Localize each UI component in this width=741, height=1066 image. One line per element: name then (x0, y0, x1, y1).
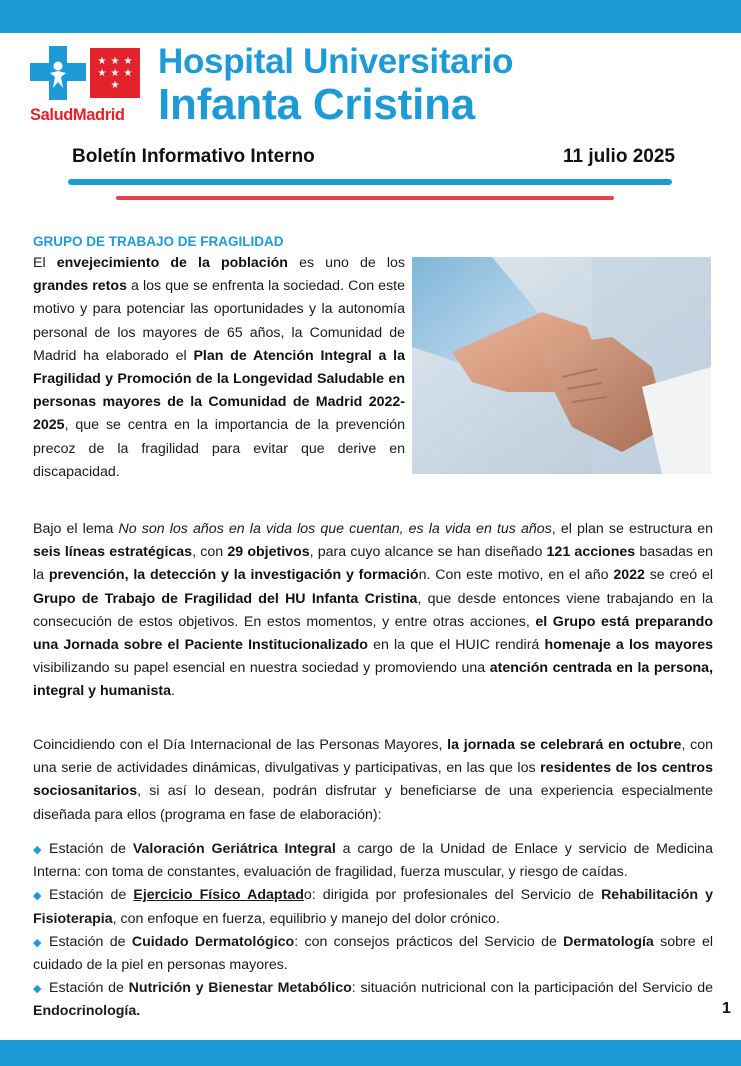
text-run: , que se centra en la importancia de la prevención precoz de la fragilidad para evitar que derive en discapacidad. (33, 417, 405, 480)
diamond-bullet-icon: ◆ (33, 843, 42, 856)
madrid-flag-icon: ★ ★ ★ ★ ★ ★ ★ (90, 48, 140, 98)
bottom-banner (0, 1040, 741, 1066)
text-run: se creó el (644, 567, 713, 584)
text-run: Endocrinología. (33, 1003, 141, 1020)
section-title: GRUPO DE TRABAJO DE FRAGILIDAD (33, 234, 284, 249)
text-run: envejecimiento de la población (56, 255, 288, 271)
list-item-text (33, 887, 713, 926)
list-item (33, 977, 713, 1023)
hands-photo (412, 257, 711, 474)
text-run: seis líneas estratégicas (33, 544, 193, 561)
text-run: 29 objetivos (227, 544, 310, 561)
event-paragraph (33, 734, 713, 827)
divider-blue (68, 179, 672, 185)
hospital-name (158, 42, 513, 128)
text-run: . (170, 683, 175, 700)
text-run: El (33, 255, 57, 271)
list-item (33, 931, 713, 977)
text-run: , que desde entonces viene trabajando en la consecución de estos objetivos. En estos momentos, y entre otras acciones, (33, 590, 713, 630)
text-run: es uno de los (287, 255, 405, 271)
text-run: Nutrición y Bienestar Metabólico (128, 980, 352, 997)
salud-madrid-logo (30, 46, 142, 128)
text-run: No son los años en la vida los que cuentan, es la vida en tus años (118, 521, 552, 537)
text-run: el Grupo está preparando una Jornada sobre el Paciente Institucionalizado (33, 613, 713, 654)
bulletin-title: Boletín Informativo Interno (72, 146, 315, 167)
text-run: prevención, la detección y la investigación y formació (48, 567, 419, 584)
list-item-text (33, 841, 713, 880)
text-run: 2022 (613, 567, 645, 584)
text-run: Plan de Atención Integral a la Fragilidad y Promoción de la Longevidad Saludable en personas mayores de la Comunidad de Madrid 2022-2025 (33, 347, 405, 434)
text-run: atención centrada en la persona, integral y humanista (33, 660, 714, 700)
list-item-text (33, 934, 713, 973)
text-run: Estación de (49, 980, 129, 997)
text-run: n. Con este motivo, en el año (418, 567, 614, 584)
text-run: Grupo de Trabajo de Fragilidad del HU Infanta Cristina (33, 590, 418, 607)
hospital-cross-icon (30, 46, 86, 100)
bulletin-date: 11 julio 2025 (563, 146, 675, 167)
text-run: en la que el HUIC rendirá (367, 637, 545, 654)
text-run: , si así lo desean, podrán disfrutar y beneficiarse de una experiencia especialmente diseñada para ellos (programa en fase de elaboración): (33, 783, 713, 823)
text-run: , el plan se estructura en (551, 521, 713, 537)
stations-list (33, 838, 713, 1024)
text-run: Cuidado Dermatológico (131, 933, 295, 950)
text-run: grandes retos (33, 278, 127, 295)
text-run: Estación de (49, 887, 134, 904)
text-run: o: dirigida por profesionales del Servicio de (303, 887, 602, 904)
text-run: : situación nutricional con la participación del Servicio de (351, 980, 713, 997)
text-run: basadas en la (33, 544, 713, 584)
logo-text: SaludMadrid (30, 106, 125, 124)
text-run: visibilizando su papel esencial en nuestra sociedad y promoviendo una (33, 660, 490, 677)
text-run: Ejercicio Físico Adaptad (133, 887, 304, 904)
text-run: Estación de (49, 841, 133, 857)
text-run: Valoración Geriátrica Integral (132, 841, 336, 857)
page-number: 1 (722, 1000, 731, 1017)
diamond-bullet-icon: ◆ (33, 982, 42, 996)
intro-paragraph (33, 252, 405, 484)
text-run: , con enfoque en fuerza, equilibrio y manejo del dolor crónico. (112, 910, 500, 927)
text-run: a los que se enfrenta la sociedad. Con este motivo y para potenciar las oportunidades y la autonomía personal de los mayores de 65 años, la Comunidad de Madrid ha elaborado el (33, 278, 406, 364)
text-run: Rehabilitación y Fisioterapia (33, 887, 713, 927)
hands-photo-illustration (412, 257, 711, 474)
text-run: , con (192, 544, 228, 561)
plan-paragraph (33, 518, 713, 704)
text-run: , con una serie de actividades dinámicas, divulgativas y participativas, en las que los (33, 737, 713, 777)
text-run: 121 acciones (546, 544, 636, 561)
hospital-name-line2: Infanta Cristina (158, 80, 476, 129)
list-item (33, 838, 713, 884)
text-run: Estación de (49, 933, 132, 950)
text-run: Bajo el lema (33, 521, 119, 537)
text-run: homenaje a los mayores (544, 637, 713, 654)
text-run: Dermatología (563, 933, 654, 950)
divider-red (116, 196, 614, 200)
diamond-bullet-icon: ◆ (33, 935, 42, 949)
text-run: sobre el cuidado de la piel en personas mayores. (33, 933, 713, 974)
text-run: a cargo de la Unidad de Enlace y servicio de Medicina Interna: con toma de constantes, evaluación de fragilidad, fuerza muscular, y riesgo de caídas. (33, 841, 713, 881)
text-run: : con consejos prácticos del Servicio de (294, 933, 564, 950)
top-banner (0, 0, 741, 33)
list-item (33, 884, 713, 930)
text-run: residentes de los centros sociosanitarios (33, 760, 713, 800)
text-run: , para cuyo alcance se han diseñado (309, 544, 547, 561)
text-run: Coincidiendo con el Día Internacional de las Personas Mayores, (33, 737, 448, 753)
list-item-text (33, 980, 713, 1019)
hospital-name-line1: Hospital Universitario (158, 42, 514, 81)
diamond-bullet-icon: ◆ (33, 889, 42, 903)
text-run: la jornada se celebrará en octubre (447, 737, 682, 753)
